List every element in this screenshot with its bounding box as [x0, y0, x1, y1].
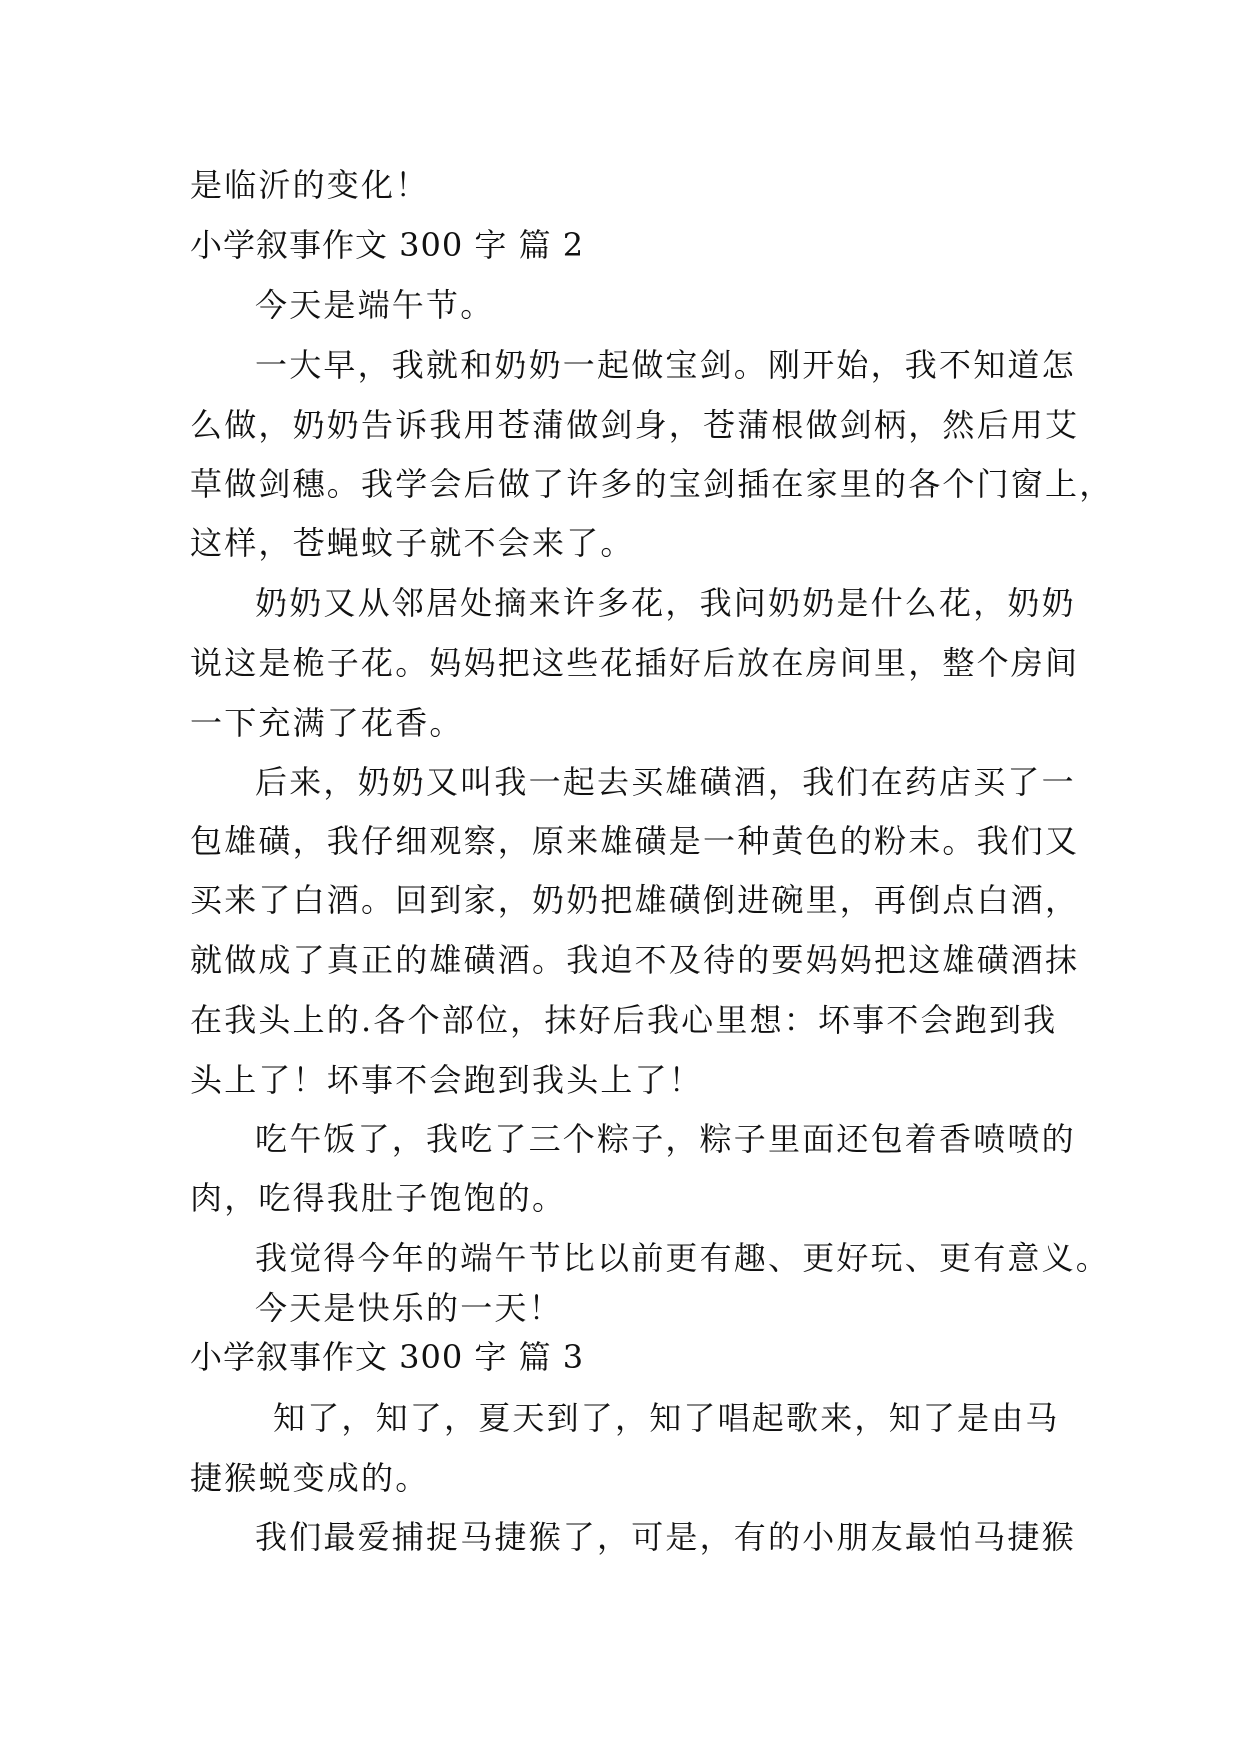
paragraph-line: 我们最爱捕捉马捷猴了，可是，有的小朋友最怕马捷猴	[255, 1518, 1076, 1556]
paragraph-line: 是临沂的变化！	[190, 166, 430, 204]
paragraph-line: 买来了白酒。回到家，奶奶把雄磺倒进碗里，再倒点白酒，	[190, 881, 1080, 919]
paragraph-line: 今天是快乐的一天！	[255, 1289, 563, 1327]
paragraph-line: 就做成了真正的雄磺酒。我迫不及待的要妈妈把这雄磺酒抹	[190, 941, 1080, 979]
section-heading: 小学叙事作文 300 字 篇 2	[190, 226, 585, 264]
paragraph-line: 在我头上的.各个部位，抹好后我心里想：坏事不会跑到我	[190, 1001, 1058, 1039]
paragraph-line: 包雄磺，我仔细观察，原来雄磺是一种黄色的粉末。我们又	[190, 822, 1080, 860]
paragraph-line: 奶奶又从邻居处摘来许多花，我问奶奶是什么花，奶奶	[255, 584, 1076, 622]
paragraph-line: 我觉得今年的端午节比以前更有趣、更好玩、更有意义。	[255, 1239, 1111, 1277]
paragraph-line: 今天是端午节。	[255, 286, 495, 324]
paragraph-line: 头上了！坏事不会跑到我头上了！	[190, 1061, 704, 1099]
paragraph-line: 肉，吃得我肚子饱饱的。	[190, 1179, 567, 1217]
paragraph-line: 这样，苍蝇蚊子就不会来了。	[190, 524, 635, 562]
paragraph-line: 一大早，我就和奶奶一起做宝剑。刚开始，我不知道怎	[255, 346, 1076, 384]
paragraph-line: 后来，奶奶又叫我一起去买雄磺酒，我们在药店买了一	[255, 763, 1076, 801]
paragraph-line: 捷猴蜕变成的。	[190, 1459, 430, 1497]
paragraph-line: 知了，知了，夏天到了，知了唱起歌来，知了是由马	[273, 1399, 1060, 1437]
paragraph-line: 一下充满了花香。	[190, 704, 464, 742]
paragraph-line: 么做，奶奶告诉我用苍蒲做剑身，苍蒲根做剑柄，然后用艾	[190, 406, 1080, 444]
paragraph-line: 草做剑穗。我学会后做了许多的宝剑插在家里的各个门窗上，	[190, 465, 1114, 503]
paragraph-line: 说这是桅子花。妈妈把这些花插好后放在房间里，整个房间	[190, 644, 1080, 682]
paragraph-line: 吃午饭了，我吃了三个粽子，粽子里面还包着香喷喷的	[255, 1120, 1076, 1158]
section-heading: 小学叙事作文 300 字 篇 3	[190, 1338, 585, 1376]
